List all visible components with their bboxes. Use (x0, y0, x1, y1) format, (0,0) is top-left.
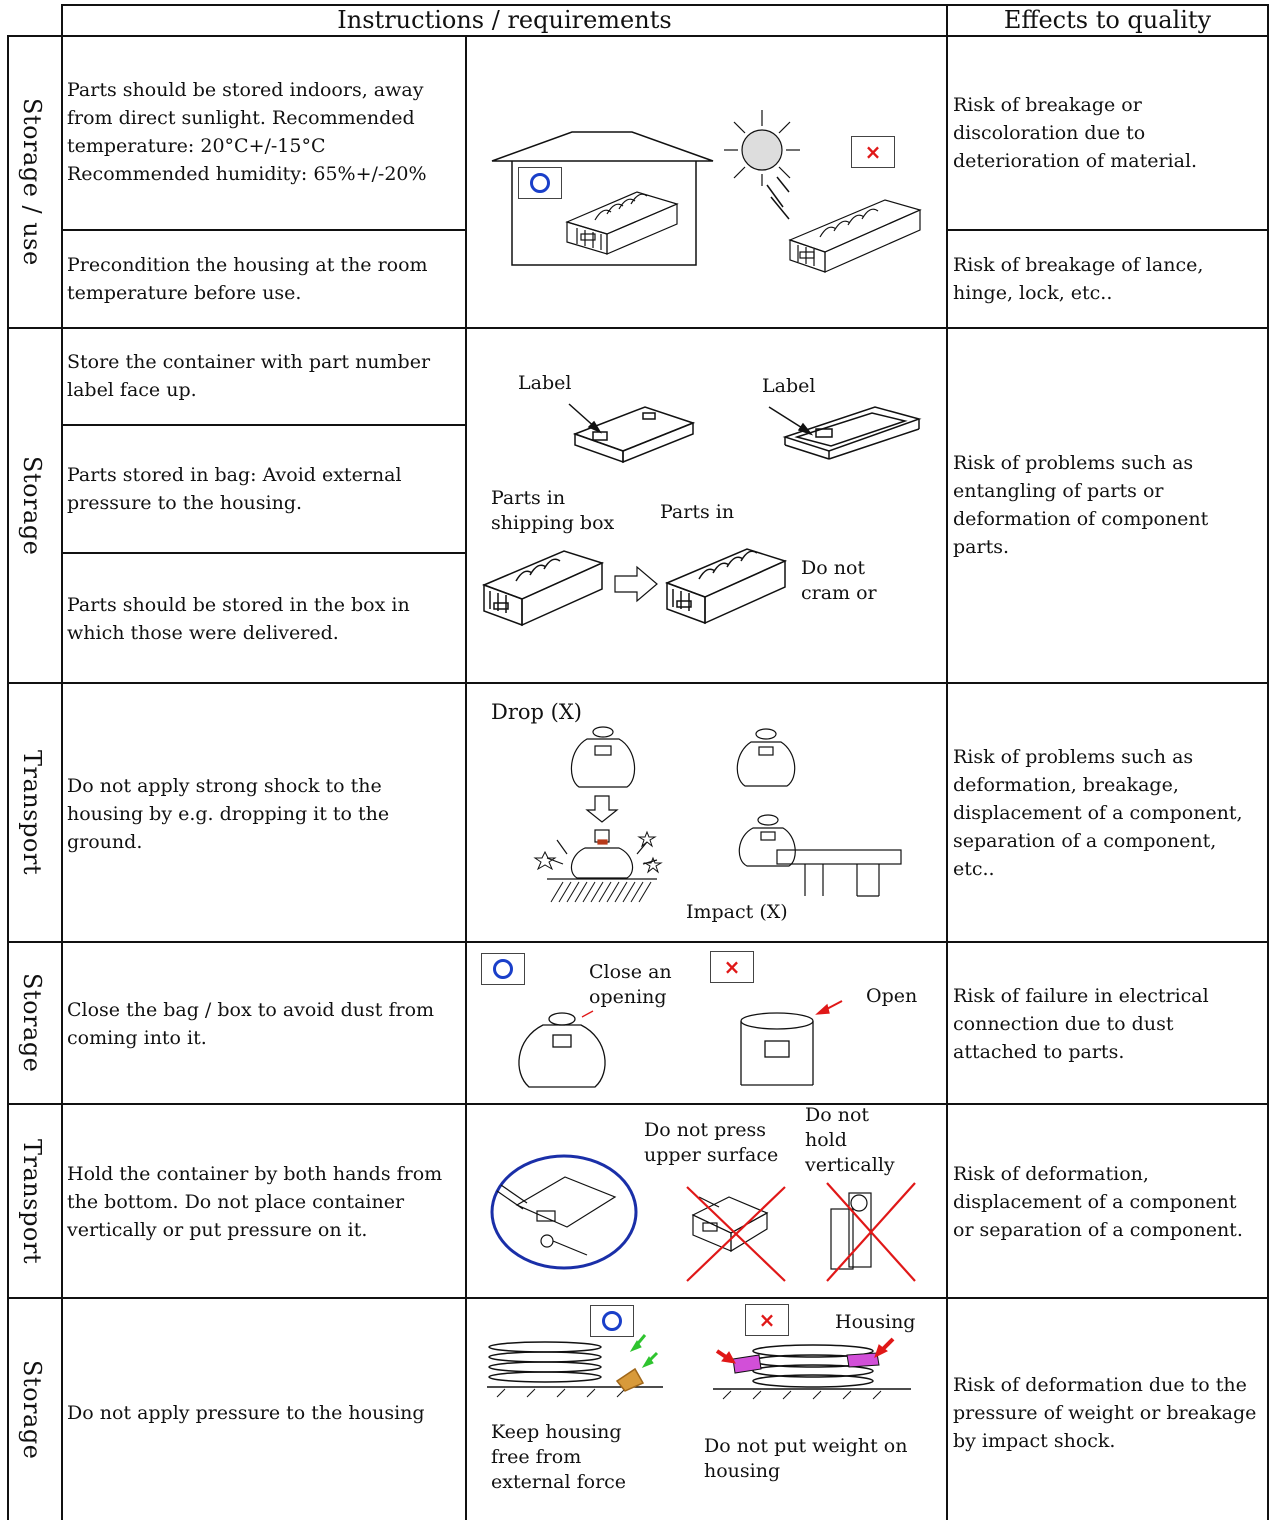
effect-text: Risk of problems such as deformation, breakage, displacement of a component, separation of a component, etc.. (953, 746, 1243, 880)
effect-text: Risk of problems such as entangling of parts or deformation of component parts. (953, 452, 1209, 558)
instruction-text: Store the container with part number label face up. (67, 351, 431, 401)
category-label: Storage (18, 973, 46, 1073)
effect-text: Risk of breakage of lance, hinge, lock, etc.. (953, 254, 1204, 304)
effect-text: Risk of deformation due to the pressure of weight or breakage by impact shock. (953, 1374, 1257, 1452)
hold-container-illustration (467, 1105, 946, 1297)
instruction-text: Hold the container by both hands from the bottom. Do not place container vertically or put pressure on it. (67, 1163, 443, 1241)
instruction-text: Close the bag / box to avoid dust from coming into it. (67, 999, 435, 1049)
category-label: Transport (18, 1138, 46, 1264)
instruction-text: Do not apply strong shock to the housing by e.g. dropping it to the ground. (67, 775, 390, 853)
closed-bag-open-box-illustration (467, 943, 946, 1103)
ng-mark: × (745, 1304, 789, 1336)
label-callout-left: Label (518, 372, 572, 394)
header-instructions: Instructions / requirements (337, 6, 672, 34)
table-line (946, 4, 948, 1520)
instruction-text: Do not apply pressure to the housing (67, 1402, 425, 1424)
category-label: Storage (18, 455, 46, 556)
drop-impact-illustration (467, 684, 946, 941)
header-effects: Effects to quality (1003, 6, 1212, 34)
effect-text: Risk of breakage or discoloration due to deterioration of material. (953, 94, 1198, 172)
impact-label: Impact (X) (686, 901, 788, 923)
category-label: Transport (18, 750, 46, 875)
ng-mark: × (710, 951, 754, 983)
open-label: Open (866, 985, 918, 1007)
do-not-hold-label: Do not hold vertically (805, 1104, 895, 1176)
close-opening-label: Close an opening (589, 961, 672, 1008)
table-line (62, 424, 466, 426)
table-line (1267, 4, 1269, 1520)
instruction-text: Parts should be stored in the box in which those were delivered. (67, 594, 410, 644)
ng-mark: × (851, 136, 895, 168)
parts-in-label: Parts in (660, 501, 735, 523)
category-label: Storage (18, 1359, 46, 1460)
ok-circle-icon (530, 173, 550, 193)
stacked-housing-illustration (467, 1299, 946, 1520)
ok-mark (518, 167, 562, 199)
table-line (947, 229, 1269, 231)
label-callout-right: Label (762, 375, 816, 397)
category-label: Storage / use (18, 98, 46, 266)
parts-in-shipping-box-label: Parts in shipping box (491, 487, 615, 534)
instruction-text: Parts should be stored indoors, away from direct sunlight. Recommended temperature: 20°C+/-15°C Recommended humidity: 65%+/-20% (67, 79, 427, 185)
keep-housing-free-label: Keep housing free from external force (491, 1421, 627, 1493)
do-not-cram-label: Do not cram or (801, 557, 877, 604)
do-not-press-label: Do not press upper surface (644, 1119, 779, 1166)
drop-label: Drop (X) (491, 700, 582, 724)
housing-label: Housing (835, 1311, 916, 1333)
instruction-text: Precondition the housing at the room temperature before use. (67, 254, 428, 304)
effect-text: Risk of deformation, displacement of a component or separation of a component. (953, 1163, 1243, 1241)
label-face-up-illustration (467, 329, 946, 682)
table-line (62, 552, 466, 554)
effect-text: Risk of failure in electrical connection due to dust attached to parts. (953, 985, 1209, 1063)
instruction-text: Parts stored in bag: Avoid external pressure to the housing. (67, 464, 402, 514)
table-line (62, 229, 466, 231)
do-not-put-weight-label: Do not put weight on housing (704, 1435, 908, 1482)
